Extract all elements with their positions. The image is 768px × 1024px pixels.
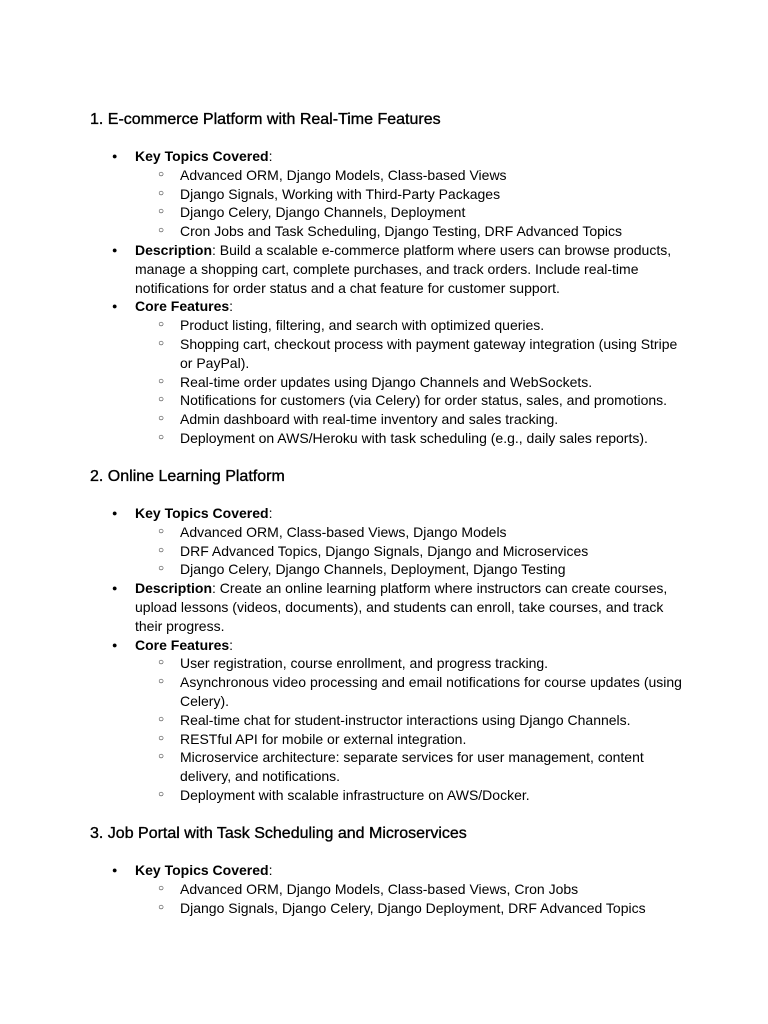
list-item: ○ Deployment with scalable infrastructure on AWS/Docker. bbox=[135, 786, 690, 805]
core-features-list bbox=[135, 654, 690, 804]
list-item: ○ Microservice architecture: separate services for user management, content delivery, and notifications. bbox=[135, 748, 690, 786]
description-item: ● Description: Create an online learning platform where instructors can create courses, upload lessons (videos, documents), and students can enroll, take courses, and track their progress. bbox=[90, 579, 690, 635]
key-topics-item: ● Key Topics Covered: ○ Advanced ORM, Django Models, Class-based Views, Cron Jobs ○ Django Signals, Django Celery, Django Deployment, DRF Advanced Topics bbox=[90, 861, 690, 917]
core-features-label: Core Features bbox=[135, 636, 230, 653]
key-topics-label: Key Topics Covered bbox=[135, 148, 269, 164]
list-item: ○ RESTful API for mobile or external integration. bbox=[135, 730, 690, 749]
key-topics-list bbox=[135, 880, 690, 918]
list-item: ○ Advanced ORM, Django Models, Class-based Views, Cron Jobs bbox=[135, 880, 690, 899]
core-features-item: ● Core Features: ○ User registration, course enrollment, and progress tracking. ○ Asynchronous video processing and email notifications for course updates (using Celery). ○ Real-time chat for student-instructor interactions using Django Channels. ○ RESTful API for mobile or external integration. ○ Microservice architecture: separate services for user management, content delivery, and notifications. ○ Deployment with scalable infrastructure on AWS/Docker. bbox=[90, 636, 690, 805]
list-item: ○ Shopping cart, checkout process with payment gateway integration (using Stripe or PayPal). bbox=[135, 335, 690, 373]
description-text: Build a scalable e-commerce platform where users can browse products, manage a shopping cart, complete purchases, and track orders. Include real-time notifications for order status and a chat feature for customer support. bbox=[135, 241, 672, 296]
core-features-list bbox=[135, 316, 690, 448]
key-topics-item: ● Key Topics Covered: ○ Advanced ORM, Class-based Views, Django Models ○ DRF Advanced Topics, Django Signals, Django and Microservices ○ Django Celery, Django Channels, Deployment, Django Testing bbox=[90, 504, 690, 579]
section-ecommerce bbox=[90, 110, 690, 448]
section-list bbox=[90, 861, 690, 917]
list-item: ○ Cron Jobs and Task Scheduling, Django Testing, DRF Advanced Topics bbox=[135, 222, 690, 241]
list-item: ○ Product listing, filtering, and search with optimized queries. bbox=[135, 316, 690, 335]
key-topics-label: Key Topics Covered bbox=[135, 862, 269, 878]
list-item: ○ Real-time order updates using Django Channels and WebSockets. bbox=[135, 373, 690, 392]
section-list bbox=[90, 504, 690, 805]
key-topics-item: ● Key Topics Covered: ○ Advanced ORM, Django Models, Class-based Views ○ Django Signals, Working with Third-Party Packages ○ Django Celery, Django Channels, Deployment ○ Cron Jobs and Task Scheduling, Django Testing, DRF Advanced Topics bbox=[90, 147, 690, 241]
description-item: ● Description: Build a scalable e-commerce platform where users can browse products, manage a shopping cart, complete purchases, and track orders. Include real-time notifications for order status and a chat feature for customer support. bbox=[90, 241, 690, 297]
list-item: ○ Notifications for customers (via Celery) for order status, sales, and promotions. bbox=[135, 391, 690, 410]
key-topics-list bbox=[135, 166, 690, 241]
list-item: ○ Admin dashboard with real-time inventory and sales tracking. bbox=[135, 410, 690, 429]
section-list bbox=[90, 147, 690, 448]
list-item: ○ Deployment on AWS/Heroku with task scheduling (e.g., daily sales reports). bbox=[135, 429, 690, 448]
list-item: ○ User registration, course enrollment, and progress tracking. bbox=[135, 654, 690, 673]
section-online-learning bbox=[90, 467, 690, 805]
list-item: ○ Django Signals, Working with Third-Party Packages bbox=[135, 185, 690, 204]
list-item: ○ DRF Advanced Topics, Django Signals, Django and Microservices bbox=[135, 542, 690, 561]
core-features-item: ● Core Features: ○ Product listing, filtering, and search with optimized queries. ○ Shopping cart, checkout process with payment gateway integration (using Stripe or PayPal). ○ Real-time order updates using Django Channels and WebSockets. ○ Notifications for customers (via Celery) for order status, sales, and promotions. ○ Admin dashboard with real-time inventory and sales tracking. ○ Deployment on AWS/Heroku with task scheduling (e.g., daily sales reports). bbox=[90, 297, 690, 447]
list-item: ○ Advanced ORM, Django Models, Class-based Views bbox=[135, 166, 690, 185]
description-text: Create an online learning platform where instructors can create courses, upload lessons (videos, documents), and students can enroll, take courses, and track their progress. bbox=[135, 580, 668, 634]
key-topics-label: Key Topics Covered bbox=[135, 505, 269, 521]
description-label: Description bbox=[135, 241, 213, 258]
section-title: 2. Online Learning Platform bbox=[90, 468, 285, 485]
section-title: 3. Job Portal with Task Scheduling and Microservices bbox=[90, 825, 467, 842]
list-item: ○ Django Celery, Django Channels, Deployment, Django Testing bbox=[135, 560, 690, 579]
description-label: Description bbox=[135, 580, 213, 597]
section-job-portal bbox=[90, 824, 690, 917]
list-item: ○ Real-time chat for student-instructor interactions using Django Channels. bbox=[135, 711, 690, 730]
list-item: ○ Django Signals, Django Celery, Django Deployment, DRF Advanced Topics bbox=[135, 899, 690, 918]
list-item: ○ Asynchronous video processing and email notifications for course updates (using Celery). bbox=[135, 673, 690, 711]
list-item: ○ Advanced ORM, Class-based Views, Django Models bbox=[135, 523, 690, 542]
section-title: 1. E-commerce Platform with Real-Time Features bbox=[90, 111, 441, 128]
key-topics-list bbox=[135, 523, 690, 579]
core-features-label: Core Features bbox=[135, 298, 230, 315]
list-item: ○ Django Celery, Django Channels, Deployment bbox=[135, 203, 690, 222]
